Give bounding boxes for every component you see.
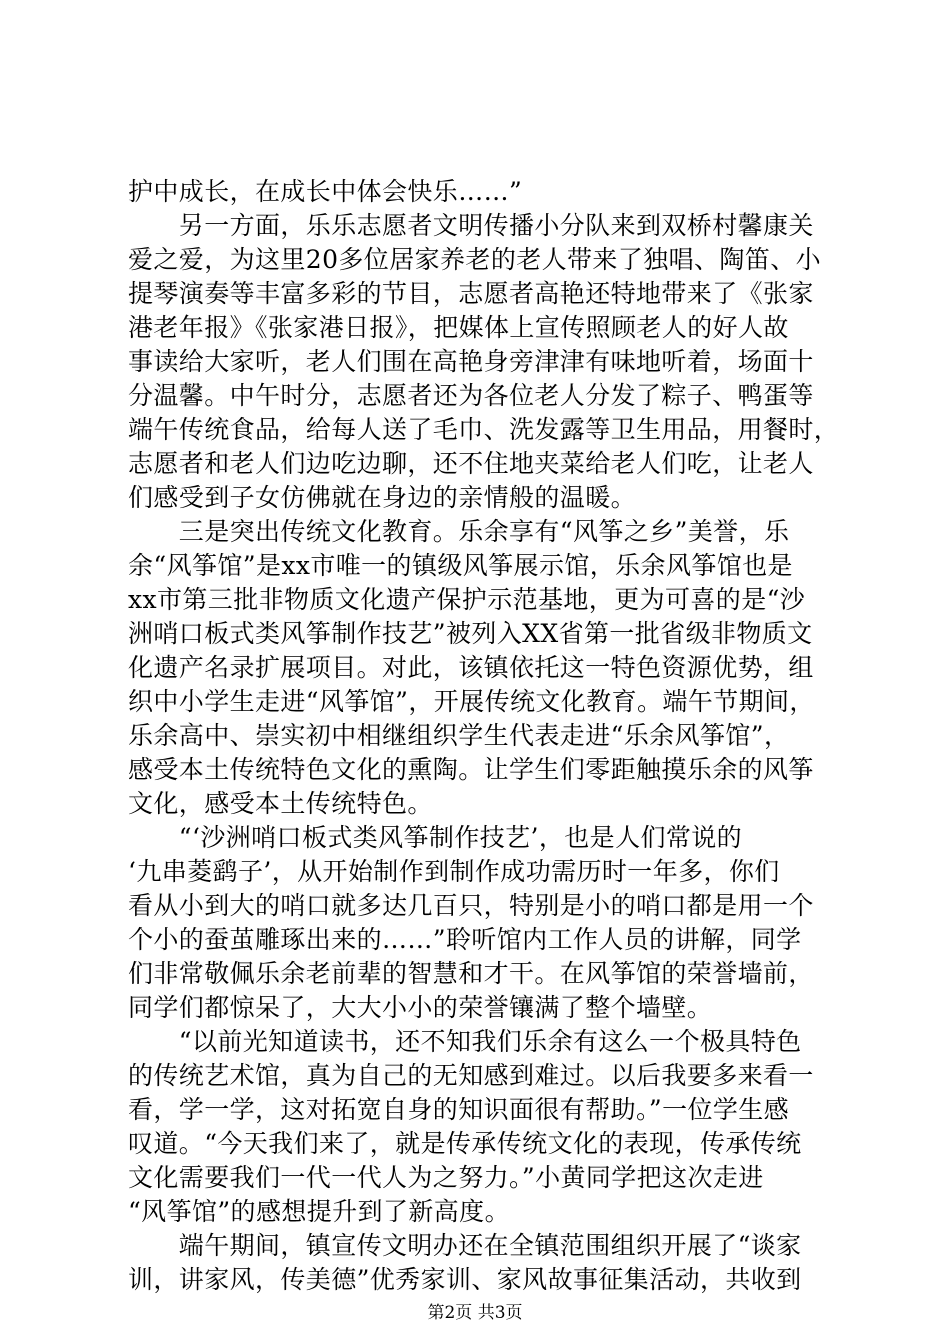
text-line: 们感受到子女仿佛就在身边的亲情般的温暖。: [128, 483, 637, 512]
text-line: 端午传统食品，给每人送了毛巾、洗发露等卫生用品，用餐时，: [128, 415, 840, 444]
text-line: 乐余高中、崇实初中相继组织学生代表走进“乐余风筝馆”，: [128, 721, 790, 750]
text-line: 看从小到大的哨口就多达几百只，特别是小的哨口都是用一个: [128, 891, 814, 920]
text-line: 看，学一学，这对拓宽自身的知识面很有帮助。”一位学生感: [128, 1095, 790, 1124]
text-line: 余“风筝馆”是xx市唯一的镇级风筝展示馆，乐余风筝馆也是: [128, 551, 793, 580]
text-line: 的传统艺术馆，真为自己的无知感到难过。以后我要多来看一: [128, 1061, 814, 1090]
text-line: 同学们都惊呆了，大大小小的荣誉镶满了整个墙壁。: [128, 993, 713, 1022]
text-line: 训，讲家风，传美德”优秀家训、家风故事征集活动，共收到: [128, 1265, 802, 1294]
text-line: 文化，感受本土传统特色。: [128, 789, 433, 818]
text-line: 洲哨口板式类风筝制作技艺”被列入XX省第一批省级非物质文: [128, 619, 813, 648]
text-line: 个小的蚕茧雕琢出来的……”聆听馆内工作人员的讲解，同学: [128, 925, 802, 954]
text-line: 们非常敬佩乐余老前辈的智慧和才干。在风筝馆的荣誉墙前，: [128, 959, 814, 988]
text-line: 分温馨。中午时分，志愿者还为各位老人分发了粽子、鸭蛋等: [128, 381, 814, 410]
text-line: 事读给大家听，老人们围在高艳身旁津津有味地听着，场面十: [128, 347, 814, 376]
text-line: 港老年报》《张家港日报》，把媒体上宣传照顾老人的好人故: [128, 313, 789, 342]
text-line: 爱之爱，为这里20多位居家养老的老人带来了独唱、陶笛、小: [128, 245, 822, 274]
text-line: xx市第三批非物质文化遗产保护示范基地，更为可喜的是“沙: [128, 585, 806, 614]
text-line: 三是突出传统文化教育。乐余享有“风筝之乡”美誉，乐: [128, 517, 790, 546]
text-line: 织中小学生走进“风筝馆”，开展传统文化教育。端午节期间，: [128, 687, 815, 716]
text-line: 志愿者和老人们边吃边聊，还不住地夹菜给老人们吃，让老人: [128, 449, 814, 478]
text-line: 感受本土传统特色文化的熏陶。让学生们零距触摸乐余的风筝: [128, 755, 814, 784]
text-line: 文化需要我们一代一代人为之努力。”小黄同学把这次走进: [128, 1163, 764, 1192]
text-line: “以前光知道读书，还不知我们乐余有这么一个极具特色: [128, 1027, 802, 1056]
text-line: 提琴演奏等丰富多彩的节目，志愿者高艳还特地带来了《张家: [128, 279, 814, 308]
page-number-footer: 第2页 共3页: [427, 1303, 523, 1323]
text-line: 端午期间，镇宣传文明办还在全镇范围组织开展了“谈家: [128, 1231, 802, 1260]
text-line: 叹道。“今天我们来了，就是传承传统文化的表现，传承传统: [128, 1129, 802, 1158]
text-line: “风筝馆”的感想提升到了新高度。: [128, 1197, 510, 1226]
text-line: ‘九串菱鹞子’，从开始制作到制作成功需历时一年多，你们: [128, 857, 780, 886]
text-line: 化遗产名录扩展项目。对此，该镇依托这一特色资源优势，组: [128, 653, 814, 682]
text-line: “‘沙洲哨口板式类风筝制作技艺’，也是人们常说的: [128, 823, 743, 852]
text-line: 另一方面，乐乐志愿者文明传播小分队来到双桥村馨康关: [128, 211, 814, 240]
text-line: 护中成长，在成长中体会快乐……”: [128, 177, 523, 206]
